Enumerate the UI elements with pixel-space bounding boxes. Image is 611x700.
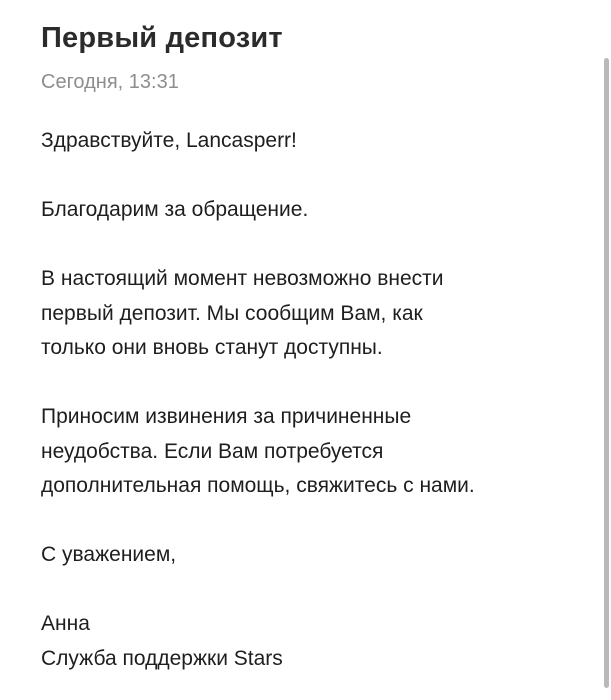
paragraph-line: Приносим извинения за причиненные xyxy=(41,405,412,428)
paragraph-line: В настоящий момент невозможно внести xyxy=(41,267,444,290)
sender-name: Анна xyxy=(41,612,90,635)
paragraph-line: дополнительная помощь, свяжитесь с нами. xyxy=(41,474,475,497)
message-timestamp: Сегодня, 13:31 xyxy=(41,71,179,93)
scrollbar[interactable] xyxy=(604,58,609,688)
paragraph-apology xyxy=(41,400,581,504)
thanks-text: Благодарим за обращение. xyxy=(41,198,309,221)
paragraph-line: неудобства. Если Вам потребуется xyxy=(41,439,384,463)
paragraph-deposit-unavailable xyxy=(41,262,581,366)
message-subject: Первый депозит xyxy=(41,22,283,54)
paragraph-line: первый депозит. Мы сообщим Вам, как xyxy=(41,301,423,325)
message-body xyxy=(41,124,581,676)
paragraph-line: только они вновь станут доступны. xyxy=(41,336,383,359)
closing-text: С уважением, xyxy=(41,543,177,566)
sender-team: Служба поддержки Stars xyxy=(41,646,283,670)
greeting-text: Здравствуйте, Lancasperr! xyxy=(41,129,297,152)
signature xyxy=(41,607,581,676)
